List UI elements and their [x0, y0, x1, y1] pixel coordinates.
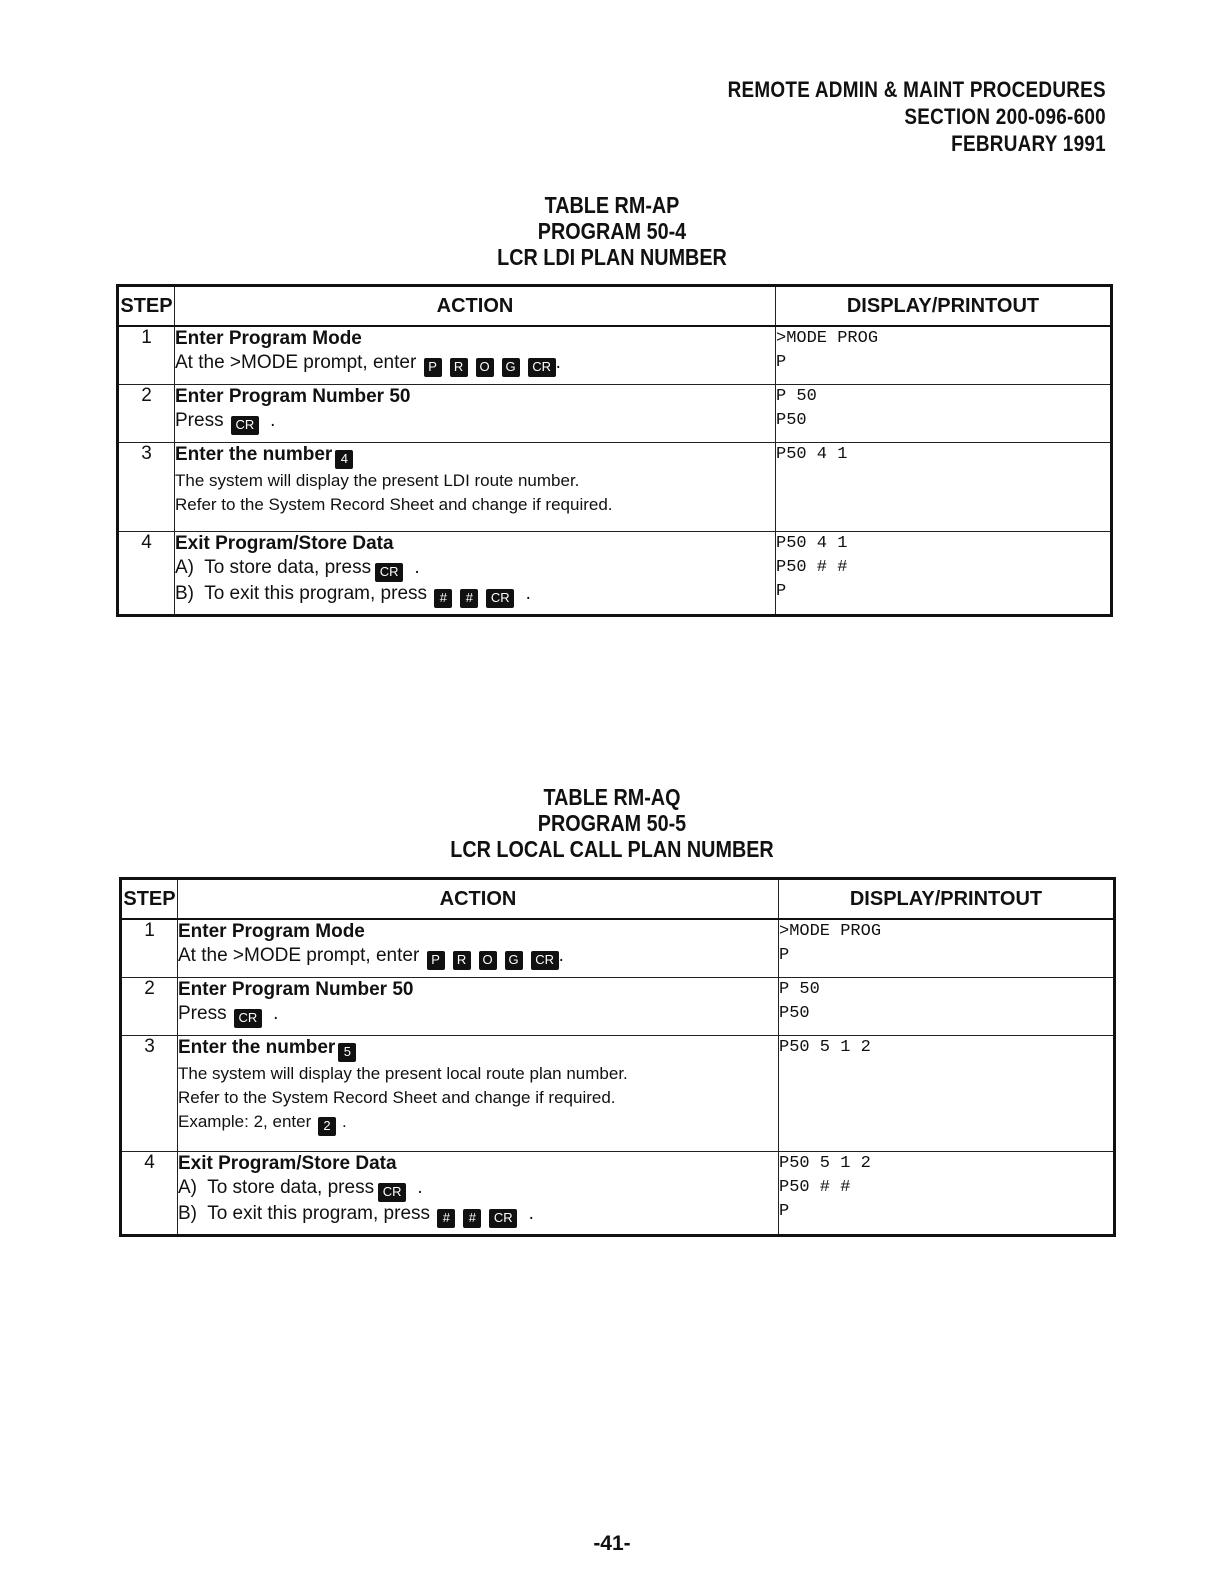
table-rm-ap — [116, 284, 1113, 617]
col-step: STEP — [118, 286, 175, 327]
action-description: Refer to the System Record Sheet and change if required. — [175, 494, 613, 514]
table-row — [118, 384, 1112, 442]
display-printout: P 50 P50 — [776, 384, 1112, 442]
action-description: The system will display the present local route plan number. — [178, 1063, 628, 1083]
step-number: 2 — [118, 384, 175, 442]
action-title: Enter Program Mode — [178, 921, 365, 942]
key-g: G — [502, 358, 520, 377]
action-option-b — [178, 1202, 778, 1228]
action-cell — [178, 1035, 779, 1151]
display-printout: P50 4 1 — [776, 442, 1112, 531]
action-cell — [175, 442, 776, 531]
instruction-text: Press — [178, 1002, 227, 1024]
document-header — [728, 76, 1106, 157]
option-text: B) To exit this program, press — [175, 582, 428, 604]
action-instruction — [175, 351, 775, 377]
display-printout: P50 5 1 2 — [779, 1035, 1115, 1151]
table-rm-aq — [119, 877, 1116, 1237]
table-header-row — [118, 286, 1112, 327]
period: . — [558, 945, 564, 966]
period: . — [270, 409, 276, 431]
table-row — [121, 977, 1115, 1035]
example-text: Example: 2, enter — [178, 1111, 312, 1131]
action-cell — [178, 1151, 779, 1235]
col-display: DISPLAY/PRINTOUT — [776, 286, 1112, 327]
option-text: A) To store data, press — [175, 556, 372, 578]
action-title-text: Enter the number — [175, 443, 333, 465]
key-r: R — [450, 358, 468, 377]
key-g: G — [505, 951, 523, 970]
step-number: 3 — [121, 1035, 178, 1151]
step-number: 4 — [121, 1151, 178, 1235]
table-rm-aq-title — [0, 784, 1224, 862]
key-cr: CR — [486, 589, 514, 608]
instruction-text: At the >MODE prompt, enter — [175, 352, 417, 373]
period: . — [341, 1111, 347, 1131]
col-action: ACTION — [175, 286, 776, 327]
table-row — [121, 919, 1115, 977]
page-number: -41- — [593, 1532, 631, 1555]
instruction-text: At the >MODE prompt, enter — [178, 945, 420, 966]
key-cr: CR — [234, 1009, 262, 1028]
display-printout: >MODE PROG P — [779, 919, 1115, 977]
option-text: A) To store data, press — [178, 1176, 375, 1198]
table-row — [121, 1035, 1115, 1151]
col-step: STEP — [121, 879, 178, 920]
key-o: O — [479, 951, 497, 970]
key-hash: # — [434, 589, 452, 608]
option-text: B) To exit this program, press — [178, 1202, 431, 1224]
action-cell — [175, 326, 776, 384]
table-row — [118, 531, 1112, 615]
action-title-text: Enter the number — [178, 1036, 336, 1058]
key-o: O — [476, 358, 494, 377]
period: . — [417, 1176, 423, 1198]
action-title: Enter Program Number 50 — [175, 385, 411, 407]
display-printout: P50 4 1 P50 # # P — [776, 531, 1112, 615]
action-example — [178, 1110, 778, 1136]
period: . — [414, 556, 420, 578]
instruction-text: Press — [175, 409, 224, 431]
step-number: 3 — [118, 442, 175, 531]
action-title: Enter Program Number 50 — [178, 978, 414, 1000]
period: . — [555, 352, 561, 373]
key-4: 4 — [335, 450, 353, 469]
key-p: P — [427, 951, 445, 970]
action-description: The system will display the present LDI route number. — [175, 470, 580, 490]
action-cell — [175, 531, 776, 615]
key-cr: CR — [231, 416, 259, 435]
display-printout: >MODE PROG P — [776, 326, 1112, 384]
key-cr: CR — [375, 563, 403, 582]
col-action: ACTION — [178, 879, 779, 920]
step-number: 1 — [121, 919, 178, 977]
table-row — [118, 442, 1112, 531]
header-section: SECTION 200-096-600 — [904, 104, 1106, 129]
step-number: 4 — [118, 531, 175, 615]
display-printout: P50 5 1 2 P50 # # P — [779, 1151, 1115, 1235]
period: . — [528, 1202, 534, 1224]
key-cr: CR — [378, 1183, 406, 1202]
display-printout: P 50 P50 — [779, 977, 1115, 1035]
action-title: Exit Program/Store Data — [178, 1152, 397, 1174]
action-title: Exit Program/Store Data — [175, 532, 394, 554]
action-description: Refer to the System Record Sheet and change if required. — [178, 1087, 616, 1107]
key-hash: # — [460, 589, 478, 608]
table-subject: LCR LDI PLAN NUMBER — [497, 244, 727, 270]
action-instruction — [175, 409, 775, 435]
step-number: 2 — [121, 977, 178, 1035]
table-row — [118, 326, 1112, 384]
action-instruction — [178, 1002, 778, 1028]
action-cell — [178, 977, 779, 1035]
program-id: PROGRAM 50-5 — [537, 810, 687, 836]
table-header-row — [121, 879, 1115, 920]
action-option-a — [175, 556, 775, 582]
action-title: Enter Program Mode — [175, 328, 362, 349]
key-5: 5 — [338, 1043, 356, 1062]
table-row — [121, 1151, 1115, 1235]
col-display: DISPLAY/PRINTOUT — [779, 879, 1115, 920]
action-cell — [175, 384, 776, 442]
table-id: TABLE RM-AP — [544, 192, 680, 218]
key-hash: # — [437, 1209, 455, 1228]
header-date: FEBRUARY 1991 — [951, 131, 1106, 156]
key-cr: CR — [531, 951, 559, 970]
table-id: TABLE RM-AQ — [543, 784, 681, 810]
program-id: PROGRAM 50-4 — [537, 218, 687, 244]
action-title — [175, 443, 775, 469]
action-cell — [178, 919, 779, 977]
step-number: 1 — [118, 326, 175, 384]
period: . — [525, 582, 531, 604]
action-instruction — [178, 944, 778, 970]
table-subject: LCR LOCAL CALL PLAN NUMBER — [450, 836, 774, 862]
key-cr: CR — [528, 358, 556, 377]
period: . — [273, 1002, 279, 1024]
table-rm-ap-title — [0, 192, 1224, 270]
key-hash: # — [463, 1209, 481, 1228]
header-title: REMOTE ADMIN & MAINT PROCEDURES — [727, 77, 1106, 102]
key-p: P — [424, 358, 442, 377]
key-2: 2 — [318, 1117, 336, 1136]
key-cr: CR — [489, 1209, 517, 1228]
action-option-a — [178, 1176, 778, 1202]
action-option-b — [175, 582, 775, 608]
key-r: R — [453, 951, 471, 970]
action-title — [178, 1036, 778, 1062]
